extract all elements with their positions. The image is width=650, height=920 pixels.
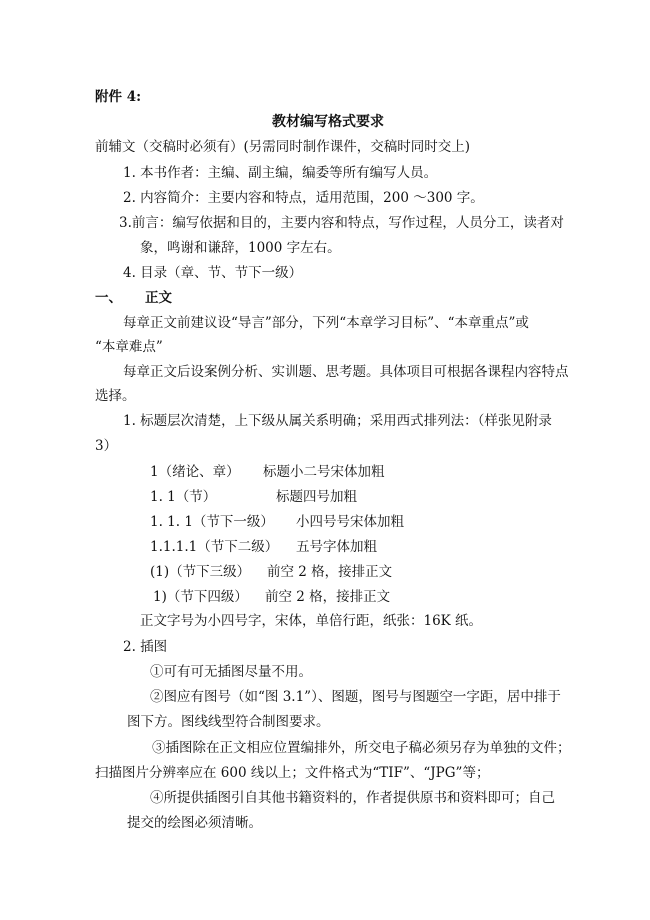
heading-level-desc: 前空 2 格，接排正文 [267,564,393,580]
figure-rule: ①可有可无插图尽量不用。 [150,664,312,680]
list-item: 2. 插图 [123,639,168,655]
paragraph-line: “本章难点” [95,339,163,355]
figure-rule-continuation: 图下方。图线线型符合制图要求。 [127,714,330,730]
heading-level-desc: 标题四号加粗 [276,489,357,505]
heading-level-number: 1.1.1.1（节下二级） [150,539,279,555]
front-matter-item: 4. 目录（章、节、节下一级） [123,265,303,281]
heading-level-number: 1)（节下四级） [153,589,248,605]
figure-rule: ②图应有图号（如“图 3.1”）、图题，图号与图题空一字距，居中排于 [150,689,561,705]
figure-rule-continuation: 扫描图片分辨率应在 600 线以上；文件格式为“TIF”、“JPG”等； [95,765,490,781]
section-number: 一、 [95,290,122,306]
heading-level-desc: 小四号号宋体加粗 [296,514,404,530]
front-matter-heading: 前辅文（交稿时必须有）(另需同时制作课件，交稿时同时交上) [95,139,471,155]
heading-level-number: (1)（节下三级） [150,564,251,580]
figure-rule: ③插图除在正文相应位置编排外，所交电子稿必须另存为单独的文件； [152,740,571,756]
front-matter-item: 1. 本书作者：主编、副主编，编委等所有编写人员。 [123,165,438,181]
heading-level-desc: 五号字体加粗 [296,539,377,555]
front-matter-item: 3.前言：编写依据和目的，主要内容和特点，写作过程，人员分工，读者对 [119,215,564,231]
front-matter-item-continuation: 象，鸣谢和谦辞，1000 字左右。 [140,240,341,256]
document-title: 教材编写格式要求 [272,114,384,130]
heading-level-desc: 前空 2 格，接排正文 [265,589,391,605]
list-item-continuation: 3） [95,438,118,454]
figure-rule-continuation: 提交的绘图必须清晰。 [127,815,262,831]
figure-rule: ④所提供插图引自其他书籍资料的，作者提供原书和资料即可；自己 [150,790,555,806]
attachment-label: 附件 4: [95,89,142,105]
body-font-spec: 正文字号为小四号字，宋体，单倍行距，纸张：16K 纸。 [140,613,483,629]
paragraph-line: 每章正文前建议设“导言”部分，下列“本章学习目标”、“本章重点”或 [123,315,529,331]
paragraph-line: 选择。 [95,388,136,404]
heading-level-number: 1. 1. 1（节下一级） [150,514,274,530]
heading-level-desc: 标题小二号宋体加粗 [263,464,385,480]
front-matter-item: 2. 内容简介：主要内容和特点，适用范围，200 ～300 字。 [123,190,484,206]
list-item: 1. 标题层次清楚，上下级从属关系明确；采用西式排列法：（样张见附录 [123,413,552,429]
paragraph-line: 每章正文后设案例分析、实训题、思考题。具体项目可根据各课程内容特点 [123,364,569,380]
section-title: 正文 [145,290,172,306]
heading-level-number: 1. 1（节） [150,489,217,505]
heading-level-number: 1（绪论、章） [150,464,240,480]
